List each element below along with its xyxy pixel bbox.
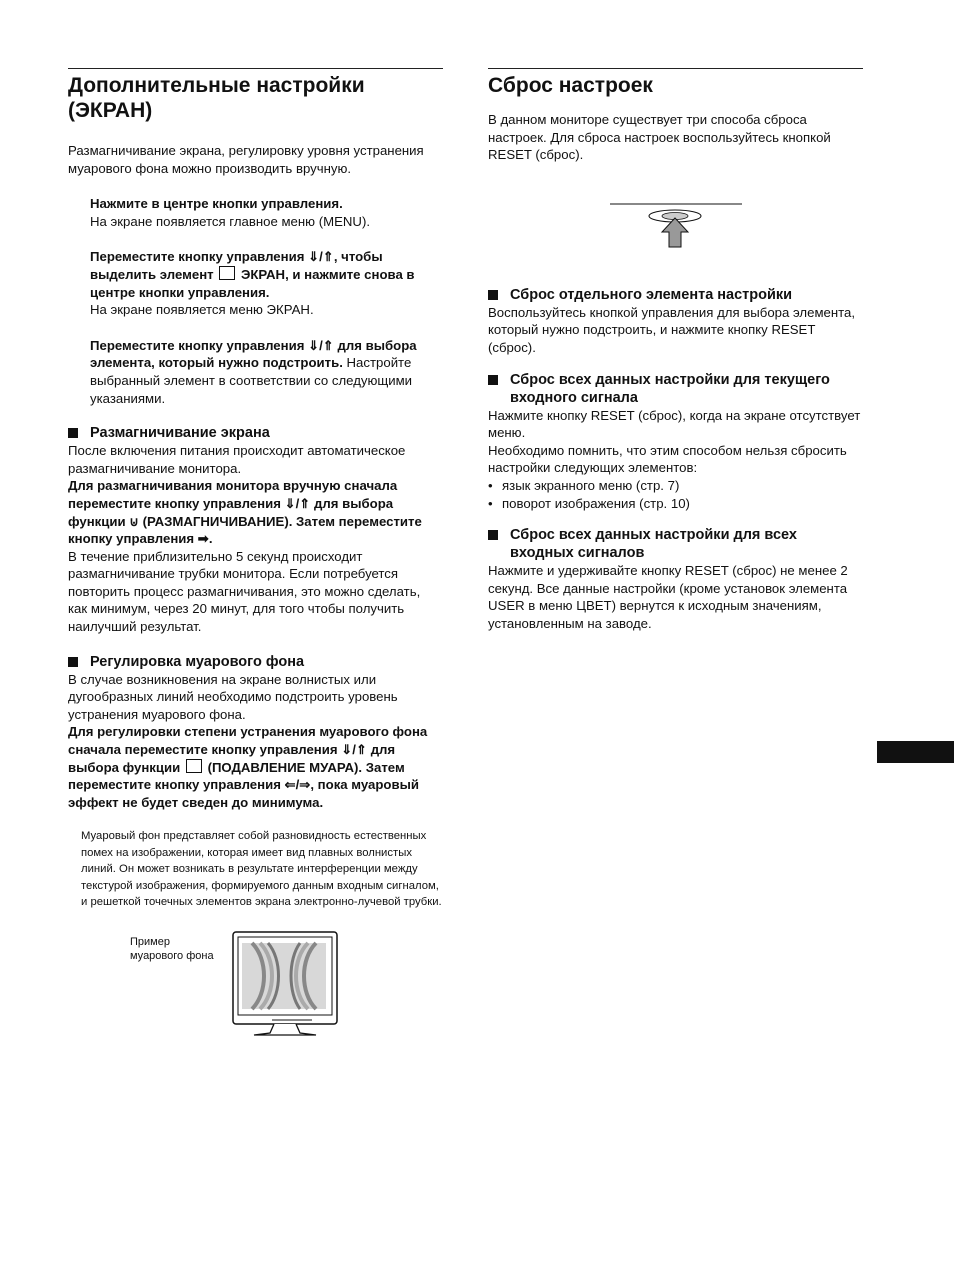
section-bullet-icon [488, 290, 498, 300]
section-title-text: Размагничивание экрана [90, 425, 270, 442]
degauss-text-2: В течение приблизительно 5 секунд происходит размагничивание трубки монитора. Если потребуется повторить процесс размагничивания, это можно сделать, как минимум, через 20 минут, для того чтобы получить наилучший результат. [68, 548, 421, 635]
section-reset-current-title [488, 371, 863, 407]
step2-bold-c: ЭКРАН, и нажмите снова в центре кнопки управления. [90, 266, 415, 300]
figure-caption-1: Пример [130, 936, 170, 949]
degauss-instructions: Для размагничивания монитора вручную сначала переместите кнопку управления ⇓/⇑ для выбора функции ⊍ (РАЗМАГНИЧИВАНИЕ). Затем переместите кнопку управления ➡. [68, 478, 422, 547]
step-2 [90, 248, 443, 318]
right-rule [488, 68, 863, 69]
right-arrow-icon: ➡ [197, 531, 209, 547]
section-degauss-title [68, 424, 443, 442]
moire-bold-c: (ПОДАВЛЕНИЕ МУАРА). Затем переместите кнопку управления [68, 759, 405, 793]
section-title-text: Регулировка муарового фона [90, 653, 305, 670]
left-title: Дополнительные настройки (ЭКРАН) [68, 74, 365, 122]
right-column [488, 68, 863, 633]
degauss-icon: ⊍ [129, 513, 139, 529]
step3-bold-a: Переместите кнопку управления [90, 337, 305, 353]
step2-text: На экране появляется меню ЭКРАН. [90, 302, 314, 318]
step3-text: Настройте выбранный элемент в соответствии со следующими указаниями. [90, 355, 413, 406]
monitor-icon [232, 931, 338, 1041]
moire-bold-d: , пока муаровый эффект не будет сведен до минимума. [68, 777, 419, 810]
step3-bold-b: для выбора элемента, который нужно подстроить. [90, 337, 417, 371]
step-3 [90, 337, 443, 407]
left-rule [68, 68, 443, 69]
step2-bold-b: , чтобы выделить элемент [90, 249, 383, 282]
step-1 [90, 195, 443, 230]
updown-arrow-icon: ⇓/⇑ [341, 742, 368, 758]
left-column [68, 68, 443, 1042]
updown-arrow-icon: ⇓/⇑ [308, 337, 334, 353]
moire-icon [186, 759, 202, 773]
reset-all-text: Нажмите и удерживайте кнопку RESET (сброс) не менее 2 секунд. Все данные настройки (кроме установок элемента USER в меню ЦВЕТ) вернутся к исходным значениям, установленным на заводе. [488, 563, 848, 631]
step2-bold-a: Переместите кнопку управления [90, 249, 305, 265]
section-bullet-icon [68, 657, 78, 667]
moire-bold-a: Для регулировки степени устранения муарового фона сначала переместите кнопку управления [68, 724, 428, 758]
figure-caption-2: муарового фона [130, 950, 214, 963]
degauss-bold-b: для выбора функции [68, 495, 394, 529]
figure-caption [130, 935, 214, 963]
section-bullet-icon [488, 530, 498, 540]
right-intro: В данном мониторе существует три способа сброса настроек. Для сброса настроек воспользуйтесь кнопкой RESET (сброс). [488, 112, 831, 163]
reset-figure [488, 190, 863, 280]
reset-button-icon [608, 203, 744, 263]
list-item: • язык экранного меню (стр. 7) [488, 477, 863, 495]
section-reset-all-title [488, 526, 863, 562]
degauss-text-1: После включения питания происходит автоматическое размагничивание монитора. [68, 443, 406, 476]
section-moire-title [68, 653, 443, 671]
left-right-arrow-icon: ⇐/⇒ [284, 777, 311, 793]
moire-figure [68, 922, 443, 1042]
list-item: • поворот изображения (стр. 10) [488, 495, 863, 513]
step1-bold: Нажмите в центре кнопки управления. [90, 196, 343, 212]
screen-icon [219, 266, 235, 280]
step1-text: На экране появляется главное меню (MENU). [90, 213, 370, 229]
updown-arrow-icon: ⇓/⇑ [308, 249, 334, 265]
section-title-text: Сброс всех данных настройки для всех входных сигналов [510, 527, 797, 562]
section-title-text: Сброс всех данных настройки для текущего входного сигнала [510, 371, 830, 406]
section-title-text: Сброс отдельного элемента настройки [510, 286, 793, 303]
moire-text-1: В случае возникновения на экране волнистых или дугообразных линий необходимо подстроить уровень устранения муарового фона. [68, 671, 398, 722]
right-title: Сброс настроек [488, 74, 653, 97]
reset-current-text-2: Необходимо помнить, что этим способом нельзя сбросить настройки следующих элементов: [488, 442, 847, 476]
page-edge-tab [877, 741, 954, 763]
moire-instructions [68, 723, 443, 811]
degauss-bold-a: Для размагничивания монитора вручную сначала переместите кнопку управления [68, 478, 398, 511]
reset-current-text-1: Нажмите кнопку RESET (сброс), когда на экране отсутствует меню. [488, 407, 861, 441]
moire-note: Муаровый фон представляет собой разновидность естественных помех на изображении, которая имеет вид плавных волнистых линий. Он может возникать в результате интерференции между текстурой изображения, формируемого данным входным сигналом, и решеткой точечных элементов экрана электронно-лучевой трубки. [81, 830, 442, 909]
degauss-bold-c: (РАЗМАГНИЧИВАНИЕ). Затем переместите кнопку управления [68, 513, 422, 547]
left-intro: Размагничивание экрана, регулировку уровня устранения муарового фона можно производить вручную. [68, 143, 424, 176]
updown-arrow-icon: ⇓/⇑ [284, 495, 311, 511]
reset-single-text: Воспользуйтесь кнопкой управления для выбора элемента, который нужно подстроить, и нажмите кнопку RESET (сброс). [488, 304, 856, 355]
section-bullet-icon [68, 428, 78, 438]
section-bullet-icon [488, 375, 498, 385]
section-reset-single-title [488, 286, 863, 304]
moire-bold-b: для выбора функции [68, 742, 396, 775]
